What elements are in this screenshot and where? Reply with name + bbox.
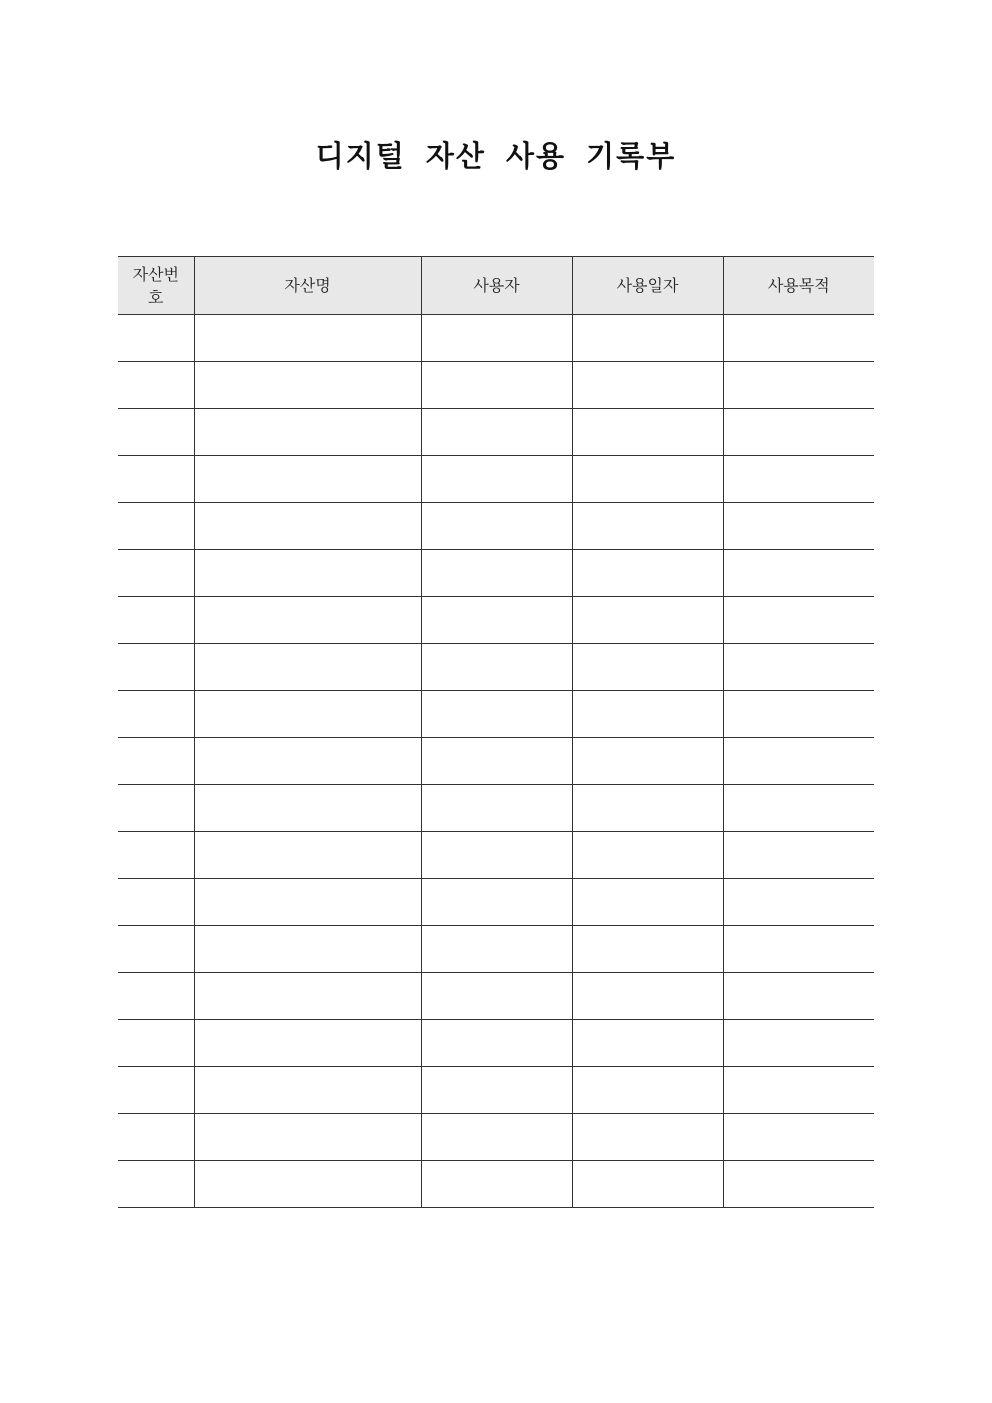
table-row (118, 926, 874, 973)
cell-use-date[interactable] (572, 1067, 723, 1114)
table-row (118, 409, 874, 456)
table-row (118, 597, 874, 644)
cell-asset-number[interactable] (118, 456, 194, 503)
cell-use-date[interactable] (572, 550, 723, 597)
cell-use-date[interactable] (572, 409, 723, 456)
cell-use-date[interactable] (572, 1020, 723, 1067)
table-row (118, 1161, 874, 1208)
cell-asset-number[interactable] (118, 973, 194, 1020)
cell-purpose[interactable] (723, 597, 874, 644)
cell-user[interactable] (421, 926, 572, 973)
cell-user[interactable] (421, 1161, 572, 1208)
cell-purpose[interactable] (723, 926, 874, 973)
cell-asset-number[interactable] (118, 1114, 194, 1161)
cell-user[interactable] (421, 1020, 572, 1067)
cell-asset-name[interactable] (194, 1161, 421, 1208)
table-row (118, 1114, 874, 1161)
cell-use-date[interactable] (572, 362, 723, 409)
cell-user[interactable] (421, 1114, 572, 1161)
cell-user[interactable] (421, 879, 572, 926)
cell-asset-number[interactable] (118, 1020, 194, 1067)
cell-asset-name[interactable] (194, 1114, 421, 1161)
cell-asset-number[interactable] (118, 738, 194, 785)
cell-asset-name[interactable] (194, 1020, 421, 1067)
cell-asset-name[interactable] (194, 832, 421, 879)
table-row (118, 738, 874, 785)
table-row (118, 550, 874, 597)
cell-user[interactable] (421, 409, 572, 456)
cell-use-date[interactable] (572, 832, 723, 879)
cell-asset-number[interactable] (118, 362, 194, 409)
cell-use-date[interactable] (572, 503, 723, 550)
cell-purpose[interactable] (723, 362, 874, 409)
table-row (118, 362, 874, 409)
cell-purpose[interactable] (723, 1114, 874, 1161)
cell-purpose[interactable] (723, 785, 874, 832)
cell-use-date[interactable] (572, 456, 723, 503)
asset-usage-table (118, 256, 874, 1208)
table-row (118, 973, 874, 1020)
cell-asset-number[interactable] (118, 832, 194, 879)
table-row (118, 879, 874, 926)
table-row (118, 456, 874, 503)
cell-asset-name[interactable] (194, 926, 421, 973)
cell-asset-name[interactable] (194, 691, 421, 738)
cell-use-date[interactable] (572, 785, 723, 832)
cell-purpose[interactable] (723, 1067, 874, 1114)
cell-purpose[interactable] (723, 832, 874, 879)
cell-purpose[interactable] (723, 550, 874, 597)
cell-use-date[interactable] (572, 597, 723, 644)
cell-user[interactable] (421, 738, 572, 785)
cell-user[interactable] (421, 550, 572, 597)
cell-use-date[interactable] (572, 1114, 723, 1161)
table-row (118, 832, 874, 879)
cell-use-date[interactable] (572, 879, 723, 926)
header-user: 사용자 (421, 257, 572, 315)
cell-asset-number[interactable] (118, 926, 194, 973)
cell-asset-name[interactable] (194, 1067, 421, 1114)
cell-asset-name[interactable] (194, 644, 421, 691)
cell-asset-number[interactable] (118, 879, 194, 926)
cell-use-date[interactable] (572, 738, 723, 785)
cell-user[interactable] (421, 1067, 572, 1114)
cell-asset-name[interactable] (194, 785, 421, 832)
cell-asset-name[interactable] (194, 362, 421, 409)
cell-purpose[interactable] (723, 315, 874, 362)
header-asset-name: 자산명 (194, 257, 421, 315)
cell-user[interactable] (421, 973, 572, 1020)
cell-asset-number[interactable] (118, 785, 194, 832)
cell-user[interactable] (421, 691, 572, 738)
cell-use-date[interactable] (572, 691, 723, 738)
table-row (118, 1020, 874, 1067)
cell-asset-name[interactable] (194, 409, 421, 456)
cell-purpose[interactable] (723, 1161, 874, 1208)
cell-asset-number[interactable] (118, 550, 194, 597)
header-use-date: 사용일자 (572, 257, 723, 315)
page-title: 디지털 자산 사용 기록부 (315, 139, 677, 173)
cell-user[interactable] (421, 503, 572, 550)
cell-purpose[interactable] (723, 503, 874, 550)
cell-purpose[interactable] (723, 879, 874, 926)
cell-asset-number[interactable] (118, 597, 194, 644)
table-row (118, 691, 874, 738)
cell-asset-number[interactable] (118, 1067, 194, 1114)
header-purpose: 사용목적 (723, 257, 874, 315)
cell-asset-name[interactable] (194, 503, 421, 550)
cell-asset-number[interactable] (118, 409, 194, 456)
table-header-row (118, 257, 874, 315)
cell-asset-number[interactable] (118, 644, 194, 691)
cell-purpose[interactable] (723, 973, 874, 1020)
header-asset-number: 자산번호 (118, 257, 194, 315)
cell-purpose[interactable] (723, 456, 874, 503)
cell-user[interactable] (421, 785, 572, 832)
cell-use-date[interactable] (572, 315, 723, 362)
cell-use-date[interactable] (572, 1161, 723, 1208)
cell-user[interactable] (421, 644, 572, 691)
cell-use-date[interactable] (572, 926, 723, 973)
cell-user[interactable] (421, 832, 572, 879)
cell-user[interactable] (421, 315, 572, 362)
cell-user[interactable] (421, 597, 572, 644)
cell-asset-number[interactable] (118, 691, 194, 738)
cell-purpose[interactable] (723, 738, 874, 785)
cell-asset-name[interactable] (194, 738, 421, 785)
cell-user[interactable] (421, 456, 572, 503)
cell-use-date[interactable] (572, 644, 723, 691)
cell-asset-name[interactable] (194, 456, 421, 503)
table-row (118, 644, 874, 691)
cell-asset-number[interactable] (118, 503, 194, 550)
cell-asset-name[interactable] (194, 315, 421, 362)
cell-asset-name[interactable] (194, 973, 421, 1020)
cell-purpose[interactable] (723, 644, 874, 691)
cell-asset-name[interactable] (194, 550, 421, 597)
cell-asset-number[interactable] (118, 1161, 194, 1208)
cell-asset-name[interactable] (194, 879, 421, 926)
table-row (118, 315, 874, 362)
cell-asset-name[interactable] (194, 597, 421, 644)
cell-user[interactable] (421, 362, 572, 409)
table-body (118, 315, 874, 1208)
cell-purpose[interactable] (723, 1020, 874, 1067)
table-row (118, 503, 874, 550)
table-row (118, 785, 874, 832)
cell-asset-number[interactable] (118, 315, 194, 362)
cell-purpose[interactable] (723, 691, 874, 738)
cell-purpose[interactable] (723, 409, 874, 456)
table-row (118, 1067, 874, 1114)
cell-use-date[interactable] (572, 973, 723, 1020)
